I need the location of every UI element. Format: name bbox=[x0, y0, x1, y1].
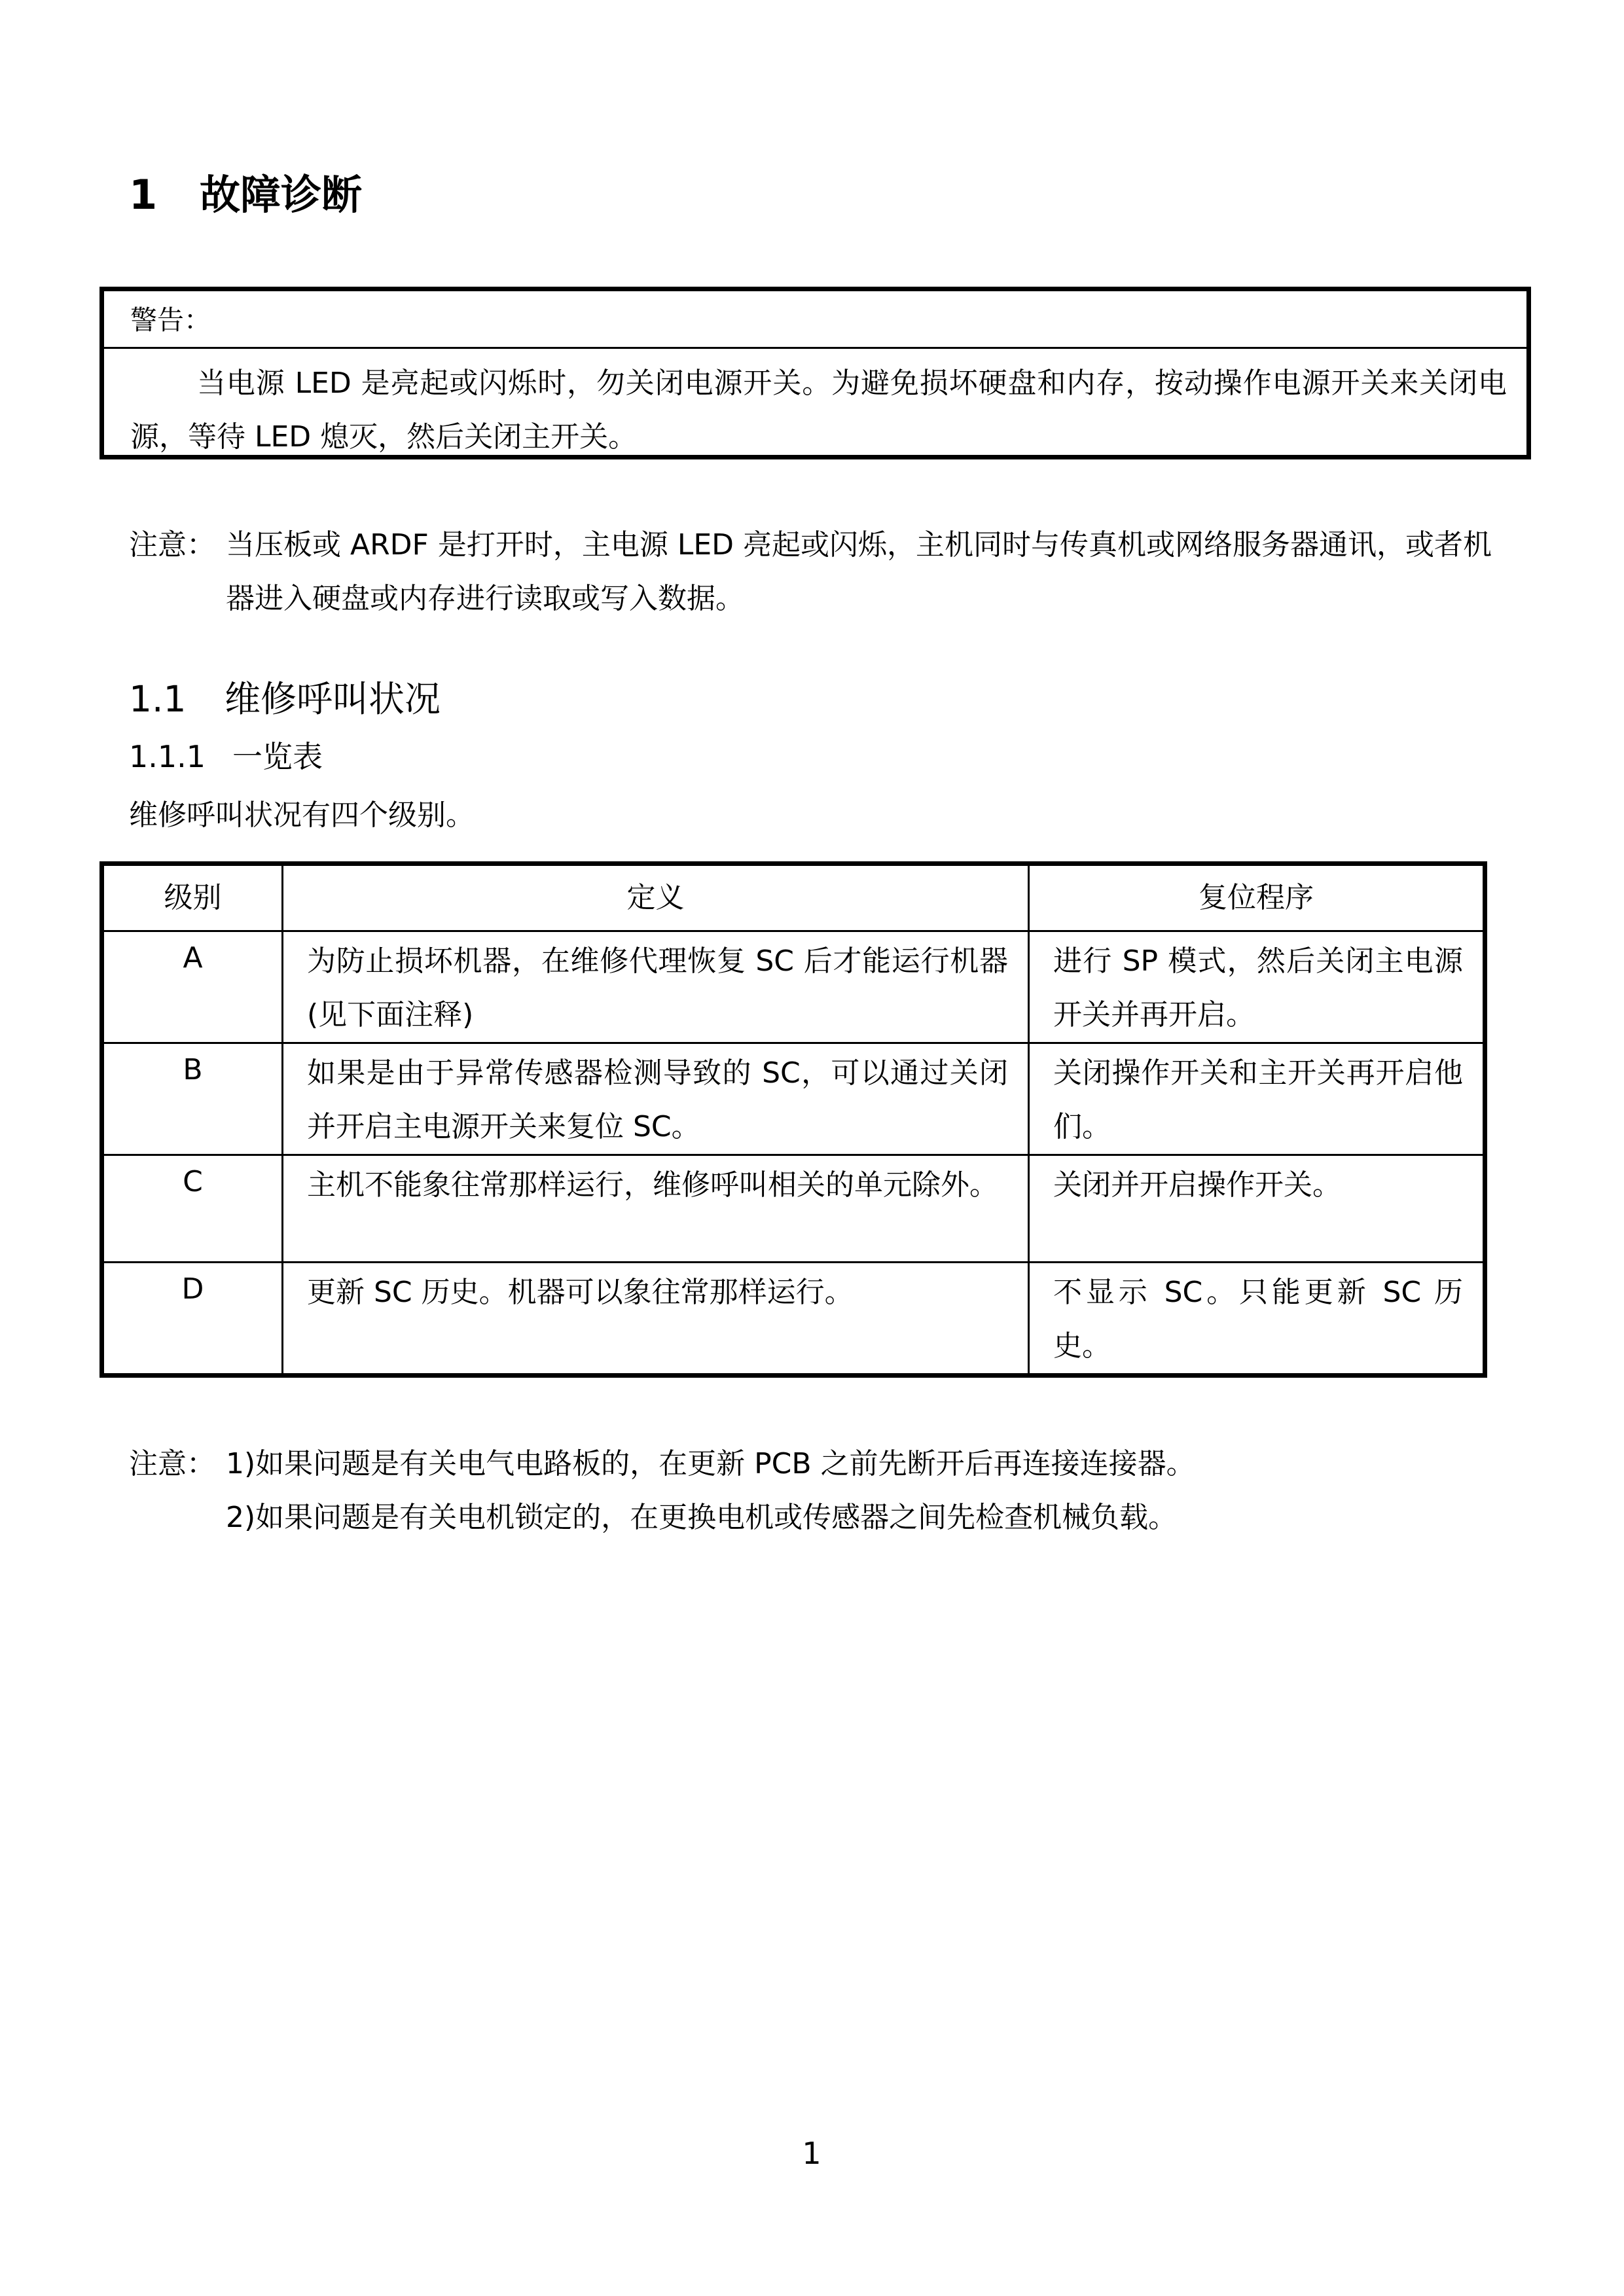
reset-cell: 进行 SP 模式，然后关闭主电源开关并再开启。 bbox=[1029, 931, 1485, 1043]
reset-cell: 关闭操作开关和主开关再开启他们。 bbox=[1029, 1043, 1485, 1155]
section-title: 维修呼叫状况 bbox=[225, 678, 441, 720]
note-item: 1)如果问题是有关电气电路板的，在更新 PCB 之前先断开后再连接连接器。 bbox=[226, 1447, 1195, 1480]
definition-cell: 如果是由于异常传感器检测导致的 SC，可以通过关闭并开启主电源开关来复位 SC。 bbox=[283, 1043, 1029, 1155]
definition-cell: 主机不能象往常那样运行，维修呼叫相关的单元除外。 bbox=[283, 1155, 1029, 1263]
level-cell: C bbox=[102, 1155, 283, 1263]
note-item: 2)如果问题是有关电机锁定的，在更换电机或传感器之间先检查机械负载。 bbox=[226, 1501, 1178, 1534]
table-row bbox=[102, 1263, 1485, 1376]
subsection-number: 1.1.1 bbox=[129, 739, 206, 774]
table-row bbox=[102, 1043, 1485, 1155]
warning-text: 当电源 LED 是亮起或闪烁时，勿关闭电源开关。为避免损坏硬盘和内存，按动操作电源开关来关闭电源，等待 LED 熄灭，然后关闭主开关。 bbox=[130, 367, 1507, 454]
warning-box bbox=[99, 287, 1531, 459]
level-cell: D bbox=[102, 1263, 283, 1376]
table-row bbox=[102, 931, 1485, 1043]
reset-cell: 不显示 SC。只能更新 SC 历史。 bbox=[1029, 1263, 1485, 1376]
header-level: 级别 bbox=[102, 864, 283, 931]
level-cell: A bbox=[102, 931, 283, 1043]
definition-cell: 为防止损坏机器，在维修代理恢复 SC 后才能运行机器(见下面注释) bbox=[283, 931, 1029, 1043]
chapter-number: 1 bbox=[129, 171, 158, 219]
page-number: 1 bbox=[802, 2136, 821, 2171]
level-cell: B bbox=[102, 1043, 283, 1155]
reset-cell: 关闭并开启操作开关。 bbox=[1029, 1155, 1485, 1263]
subsection-title: 一览表 bbox=[232, 739, 323, 774]
table-row bbox=[102, 1155, 1485, 1263]
chapter-title: 故障诊断 bbox=[200, 171, 363, 219]
note-text: 当压板或 ARDF 是打开时，主电源 LED 亮起或闪烁，主机同时与传真机或网络服务器通讯，或者机器进入硬盘或内存进行读取或写入数据。 bbox=[226, 528, 1492, 615]
section-number: 1.1 bbox=[129, 678, 187, 720]
warning-heading: 警告： bbox=[104, 291, 1526, 349]
header-definition: 定义 bbox=[283, 864, 1029, 931]
note-label: 注意： bbox=[129, 1447, 215, 1480]
note-label: 注意： bbox=[129, 528, 215, 562]
sc-level-table bbox=[99, 861, 1487, 1378]
header-reset: 复位程序 bbox=[1029, 864, 1485, 931]
intro-text: 维修呼叫状况有四个级别。 bbox=[129, 798, 475, 832]
definition-cell: 更新 SC 历史。机器可以象往常那样运行。 bbox=[283, 1263, 1029, 1376]
